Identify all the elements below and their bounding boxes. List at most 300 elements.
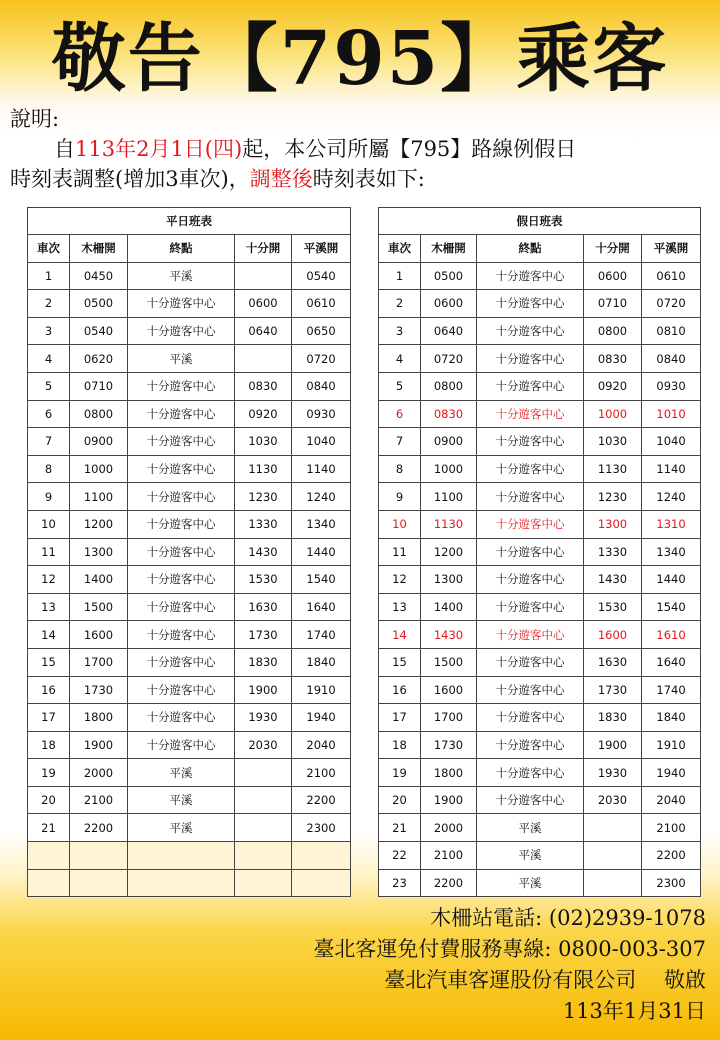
table-row: [379, 483, 701, 511]
table-cell: 0930: [292, 400, 351, 428]
table-cell: 1330: [235, 510, 292, 538]
table-cell: 6: [28, 400, 70, 428]
table-row: [28, 869, 351, 897]
table-cell: 1630: [584, 648, 642, 676]
table-cell: 1730: [421, 731, 477, 759]
line1-prefix: 自: [54, 137, 75, 161]
table-cell: 0900: [70, 428, 128, 456]
table-cell: 10: [28, 510, 70, 538]
table-cell: 十分遊客中心: [477, 786, 584, 814]
table-cell: 0900: [421, 428, 477, 456]
table-row: [379, 676, 701, 704]
table-cell: 1340: [642, 538, 701, 566]
table-cell: 1830: [235, 648, 292, 676]
table-cell: 2200: [421, 869, 477, 897]
table-cell: 1430: [421, 621, 477, 649]
table-cell: 十分遊客中心: [128, 400, 235, 428]
table-row: [28, 372, 351, 400]
table-cell: 平溪: [128, 759, 235, 787]
holiday-header-row: [379, 235, 701, 263]
table-cell: 十分遊客中心: [128, 593, 235, 621]
table-cell: 十分遊客中心: [128, 290, 235, 318]
table-row: [379, 759, 701, 787]
col-header: 終點: [128, 235, 235, 263]
table-cell: 1800: [70, 704, 128, 732]
table-cell: 十分遊客中心: [477, 317, 584, 345]
table-cell: 1600: [70, 621, 128, 649]
table-cell: [584, 869, 642, 897]
table-cell: 4: [379, 345, 421, 373]
table-cell: [128, 869, 235, 897]
table-cell: 1040: [642, 428, 701, 456]
table-cell: 1030: [584, 428, 642, 456]
page-title: 敬告【795】乘客: [51, 16, 669, 102]
table-cell: 0830: [421, 400, 477, 428]
col-header: 終點: [477, 235, 584, 263]
table-cell: 1040: [292, 428, 351, 456]
table-cell: 0830: [584, 345, 642, 373]
table-cell: 十分遊客中心: [477, 345, 584, 373]
table-cell: 1400: [70, 566, 128, 594]
table-row: [28, 455, 351, 483]
table-cell: 0930: [642, 372, 701, 400]
table-cell: 1: [379, 262, 421, 290]
table-cell: 0920: [235, 400, 292, 428]
table-cell: 0640: [235, 317, 292, 345]
table-cell: 1230: [584, 483, 642, 511]
table-row: [28, 593, 351, 621]
table-cell: 1600: [584, 621, 642, 649]
description-heading: 說明:: [10, 107, 60, 131]
table-cell: 0720: [292, 345, 351, 373]
table-cell: 1130: [235, 455, 292, 483]
table-cell: 9: [379, 483, 421, 511]
table-cell: 1: [28, 262, 70, 290]
table-cell: 1830: [584, 704, 642, 732]
table-cell: 1340: [292, 510, 351, 538]
table-cell: 19: [379, 759, 421, 787]
table-row: [28, 566, 351, 594]
table-cell: 0620: [70, 345, 128, 373]
weekday-caption: 平日班表: [28, 208, 351, 235]
table-row: [379, 593, 701, 621]
table-cell: 10: [379, 510, 421, 538]
table-cell: 0710: [70, 372, 128, 400]
table-row: [28, 842, 351, 870]
table-cell: 1900: [421, 786, 477, 814]
col-header: 車次: [28, 235, 70, 263]
table-cell: 十分遊客中心: [128, 731, 235, 759]
table-cell: 15: [379, 648, 421, 676]
table-cell: 1740: [292, 621, 351, 649]
table-cell: 3: [379, 317, 421, 345]
table-cell: 1000: [70, 455, 128, 483]
table-cell: 1200: [70, 510, 128, 538]
table-cell: [70, 842, 128, 870]
table-cell: 16: [379, 676, 421, 704]
table-cell: 1840: [642, 704, 701, 732]
table-cell: 17: [379, 704, 421, 732]
table-cell: 2030: [235, 731, 292, 759]
table-cell: 2040: [292, 731, 351, 759]
table-cell: 2200: [642, 842, 701, 870]
table-cell: 2: [379, 290, 421, 318]
table-cell: 5: [28, 372, 70, 400]
table-cell: 十分遊客中心: [477, 400, 584, 428]
table-cell: 十分遊客中心: [477, 262, 584, 290]
table-cell: 十分遊客中心: [477, 455, 584, 483]
table-cell: [235, 345, 292, 373]
table-row: [379, 400, 701, 428]
table-cell: 1530: [235, 566, 292, 594]
table-cell: 0610: [642, 262, 701, 290]
table-cell: 1540: [642, 593, 701, 621]
table-cell: 1730: [235, 621, 292, 649]
weekday-timetable: [27, 207, 351, 897]
table-cell: 1300: [584, 510, 642, 538]
table-cell: 1940: [642, 759, 701, 787]
table-cell: 21: [28, 814, 70, 842]
col-header: 十分開: [584, 235, 642, 263]
table-row: [28, 510, 351, 538]
table-cell: 22: [379, 842, 421, 870]
table-cell: 2200: [292, 786, 351, 814]
table-cell: 1010: [642, 400, 701, 428]
table-cell: 1440: [292, 538, 351, 566]
table-cell: 0840: [642, 345, 701, 373]
table-cell: 十分遊客中心: [477, 566, 584, 594]
table-cell: 1440: [642, 566, 701, 594]
company-signature: 臺北汽車客運股份有限公司 敬啟: [384, 968, 706, 992]
table-cell: 7: [379, 428, 421, 456]
col-header: 車次: [379, 235, 421, 263]
table-cell: 0600: [421, 290, 477, 318]
table-row: [28, 400, 351, 428]
table-row: [28, 704, 351, 732]
table-cell: [292, 869, 351, 897]
table-cell: 15: [28, 648, 70, 676]
holiday-caption: 假日班表: [379, 208, 701, 235]
table-cell: [235, 869, 292, 897]
table-row: [28, 483, 351, 511]
table-cell: 8: [28, 455, 70, 483]
description-line-2: [10, 164, 710, 194]
table-cell: 0500: [421, 262, 477, 290]
table-row: [28, 648, 351, 676]
table-row: [379, 731, 701, 759]
table-cell: 1730: [70, 676, 128, 704]
table-cell: 十分遊客中心: [477, 372, 584, 400]
table-cell: 十分遊客中心: [477, 731, 584, 759]
table-cell: 十分遊客中心: [128, 428, 235, 456]
table-cell: 0720: [421, 345, 477, 373]
table-cell: 2000: [421, 814, 477, 842]
table-cell: [235, 814, 292, 842]
table-cell: 1540: [292, 566, 351, 594]
table-cell: 十分遊客中心: [128, 317, 235, 345]
table-row: [379, 372, 701, 400]
table-cell: [292, 842, 351, 870]
table-row: [379, 842, 701, 870]
table-cell: 0720: [642, 290, 701, 318]
table-cell: 2200: [70, 814, 128, 842]
table-cell: 12: [379, 566, 421, 594]
table-row: [28, 786, 351, 814]
table-row: [379, 704, 701, 732]
table-cell: 1430: [584, 566, 642, 594]
table-cell: 1030: [235, 428, 292, 456]
table-cell: 12: [28, 566, 70, 594]
table-cell: 十分遊客中心: [477, 483, 584, 511]
table-cell: 十分遊客中心: [477, 759, 584, 787]
table-cell: 0600: [235, 290, 292, 318]
table-cell: 6: [379, 400, 421, 428]
table-cell: 1000: [421, 455, 477, 483]
table-cell: 1000: [584, 400, 642, 428]
table-cell: 14: [28, 621, 70, 649]
weekday-rows: [28, 262, 351, 897]
table-cell: 4: [28, 345, 70, 373]
table-cell: 十分遊客中心: [128, 510, 235, 538]
table-cell: 十分遊客中心: [128, 648, 235, 676]
table-cell: 1900: [235, 676, 292, 704]
table-cell: 16: [28, 676, 70, 704]
table-row: [379, 648, 701, 676]
col-header: 平溪開: [292, 235, 351, 263]
table-cell: 十分遊客中心: [477, 593, 584, 621]
table-cell: 1900: [584, 731, 642, 759]
table-cell: 2100: [421, 842, 477, 870]
table-cell: 1740: [642, 676, 701, 704]
table-cell: 1100: [421, 483, 477, 511]
table-cell: 1500: [421, 648, 477, 676]
table-row: [379, 538, 701, 566]
line2-prefix: 時刻表調整(增加3車次)，: [10, 167, 250, 191]
table-cell: 2300: [642, 869, 701, 897]
table-row: [28, 345, 351, 373]
table-cell: 13: [379, 593, 421, 621]
table-row: [28, 731, 351, 759]
col-header: 木柵開: [421, 235, 477, 263]
table-cell: [70, 869, 128, 897]
table-cell: 平溪: [128, 786, 235, 814]
table-row: [379, 317, 701, 345]
table-cell: 17: [28, 704, 70, 732]
col-header: 平溪開: [642, 235, 701, 263]
table-cell: 十分遊客中心: [128, 372, 235, 400]
table-row: [28, 317, 351, 345]
table-cell: 十分遊客中心: [477, 704, 584, 732]
table-cell: [128, 842, 235, 870]
table-cell: 十分遊客中心: [128, 621, 235, 649]
line1-suffix: 起，本公司所屬【795】路線例假日: [242, 137, 577, 161]
table-cell: 20: [379, 786, 421, 814]
table-cell: 1610: [642, 621, 701, 649]
table-cell: 2300: [292, 814, 351, 842]
table-cell: 18: [379, 731, 421, 759]
table-cell: 1940: [292, 704, 351, 732]
table-cell: 平溪: [128, 345, 235, 373]
table-row: [379, 869, 701, 897]
table-cell: 1800: [421, 759, 477, 787]
holiday-timetable: [378, 207, 701, 897]
table-cell: 7: [28, 428, 70, 456]
table-cell: 0610: [292, 290, 351, 318]
table-row: [28, 621, 351, 649]
table-cell: [584, 842, 642, 870]
table-cell: 1530: [584, 593, 642, 621]
table-row: [379, 510, 701, 538]
table-cell: 十分遊客中心: [477, 538, 584, 566]
table-cell: 1300: [70, 538, 128, 566]
table-cell: 1140: [292, 455, 351, 483]
table-cell: [235, 786, 292, 814]
description: [10, 104, 710, 194]
table-row: [379, 262, 701, 290]
effective-date: 113年2月1日(四): [75, 137, 243, 161]
table-cell: 1900: [70, 731, 128, 759]
table-cell: 平溪: [477, 842, 584, 870]
table-cell: 0800: [421, 372, 477, 400]
service-hotline: 臺北客運免付費服務專線: 0800-003-307: [313, 937, 706, 961]
table-cell: 2040: [642, 786, 701, 814]
table-cell: 十分遊客中心: [477, 290, 584, 318]
table-cell: 1130: [421, 510, 477, 538]
table-cell: 十分遊客中心: [477, 621, 584, 649]
col-header: 十分開: [235, 235, 292, 263]
table-row: [379, 428, 701, 456]
table-cell: 1730: [584, 676, 642, 704]
table-row: [28, 676, 351, 704]
table-cell: 十分遊客中心: [128, 676, 235, 704]
table-cell: 2000: [70, 759, 128, 787]
table-cell: 1930: [584, 759, 642, 787]
table-cell: 0640: [421, 317, 477, 345]
table-cell: 0830: [235, 372, 292, 400]
table-row: [28, 262, 351, 290]
notice-date: 113年1月31日: [562, 999, 706, 1023]
table-cell: 十分遊客中心: [128, 566, 235, 594]
table-cell: 1100: [70, 483, 128, 511]
table-cell: [235, 759, 292, 787]
table-cell: 十分遊客中心: [128, 538, 235, 566]
table-cell: 1140: [642, 455, 701, 483]
table-cell: 1230: [235, 483, 292, 511]
table-row: [379, 566, 701, 594]
table-cell: 0500: [70, 290, 128, 318]
col-header: 木柵開: [70, 235, 128, 263]
station-phone: 木柵站電話: (02)2939-1078: [430, 906, 706, 930]
table-cell: 十分遊客中心: [477, 428, 584, 456]
table-cell: 8: [379, 455, 421, 483]
table-cell: 0810: [642, 317, 701, 345]
footer: [313, 903, 706, 1027]
table-cell: 0800: [70, 400, 128, 428]
table-row: [379, 814, 701, 842]
table-cell: 20: [28, 786, 70, 814]
table-cell: 十分遊客中心: [477, 676, 584, 704]
table-row: [379, 455, 701, 483]
table-row: [379, 621, 701, 649]
table-row: [28, 538, 351, 566]
table-cell: 11: [28, 538, 70, 566]
table-cell: 13: [28, 593, 70, 621]
table-cell: 1500: [70, 593, 128, 621]
table-cell: 1240: [292, 483, 351, 511]
table-cell: [28, 869, 70, 897]
table-cell: 1640: [292, 593, 351, 621]
line2-suffix: 時刻表如下:: [312, 167, 425, 191]
table-cell: 1400: [421, 593, 477, 621]
table-row: [28, 759, 351, 787]
table-cell: 0920: [584, 372, 642, 400]
table-row: [28, 814, 351, 842]
table-cell: 十分遊客中心: [128, 483, 235, 511]
table-cell: 1700: [421, 704, 477, 732]
table-cell: 平溪: [477, 814, 584, 842]
table-cell: 十分遊客中心: [128, 455, 235, 483]
table-cell: 1130: [584, 455, 642, 483]
table-cell: 平溪: [477, 869, 584, 897]
table-cell: 5: [379, 372, 421, 400]
table-cell: 0650: [292, 317, 351, 345]
table-cell: 1240: [642, 483, 701, 511]
table-cell: 1910: [292, 676, 351, 704]
table-cell: 十分遊客中心: [477, 648, 584, 676]
table-cell: 1640: [642, 648, 701, 676]
adjusted-label: 調整後: [249, 167, 313, 191]
table-cell: 2100: [642, 814, 701, 842]
table-cell: 平溪: [128, 814, 235, 842]
table-cell: 9: [28, 483, 70, 511]
table-row: [28, 290, 351, 318]
table-cell: 十分遊客中心: [477, 510, 584, 538]
table-row: [28, 428, 351, 456]
table-cell: [584, 814, 642, 842]
table-cell: [235, 842, 292, 870]
table-cell: 0600: [584, 262, 642, 290]
table-cell: 1600: [421, 676, 477, 704]
table-cell: 3: [28, 317, 70, 345]
table-cell: [28, 842, 70, 870]
table-cell: 1930: [235, 704, 292, 732]
table-row: [379, 290, 701, 318]
table-cell: 23: [379, 869, 421, 897]
table-cell: 18: [28, 731, 70, 759]
table-cell: 1310: [642, 510, 701, 538]
table-cell: 1300: [421, 566, 477, 594]
table-cell: 1700: [70, 648, 128, 676]
table-cell: 0540: [292, 262, 351, 290]
table-cell: 0800: [584, 317, 642, 345]
table-cell: [235, 262, 292, 290]
description-line-1: [10, 134, 710, 164]
table-cell: 0710: [584, 290, 642, 318]
table-cell: 0540: [70, 317, 128, 345]
holiday-rows: [379, 262, 701, 897]
table-cell: 2: [28, 290, 70, 318]
table-cell: 14: [379, 621, 421, 649]
table-cell: 19: [28, 759, 70, 787]
table-cell: 2100: [292, 759, 351, 787]
table-cell: 0840: [292, 372, 351, 400]
table-cell: 1430: [235, 538, 292, 566]
table-cell: 21: [379, 814, 421, 842]
table-cell: 0450: [70, 262, 128, 290]
table-row: [379, 786, 701, 814]
table-cell: 平溪: [128, 262, 235, 290]
table-cell: 2030: [584, 786, 642, 814]
